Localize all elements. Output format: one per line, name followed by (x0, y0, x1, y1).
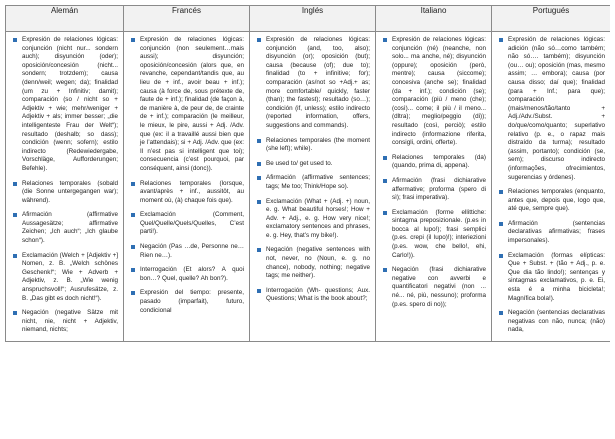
list-item: Interrogación (Wh- questions; Aux. Questions; What is the book about?; (256, 287, 370, 304)
list-item: Exclamación (What + (Adj. +) noun, e. g. What beautiful horses!; How + Adv. + Adj., e. g. How very nice!; exclamatory sentences and phrases, e. g. Hey, that’s my bike!). (256, 198, 370, 241)
table-body-row (6, 32, 611, 342)
list-item: Expresión de relaciones lógicas: conjunción (non seulement…mais aussi); disyunción; oposición/concesión (alors que, en revanche, cependant/tandis que, au lieu de + inf., avoir beau + inf.); causa (à force de, sous prétexte de, faute de + inf.); finalidad (de façon à, de manière à, de peur de, de crainte de + inf.); comparación (le meilleur, le mieux, le pire, aussi + Adj. /Adv. que (ex: il a travaillé aussi bien que je l’attendais); si + Adj. /Adv. que (ex: Il n’est pas si intelligent que toi); consecuencia (c’est pourquoi, par conséquent, ainsi (donc)). (130, 36, 244, 174)
list-item: Exclamación (Comment, Quel/Quelle/Quels/Quelles, C’est parti!). (130, 211, 244, 237)
bullet-list (498, 36, 605, 335)
list-item: Afirmación (frasi dichiarative affermative; proforma (spero di sì); frasi imperativa). (382, 177, 486, 203)
column-header-ingles: Inglés (250, 6, 376, 32)
list-item: Negación (negative Sätze mit nicht, nie, nicht + Adjektiv, niemand, nichts; (12, 309, 118, 335)
list-item: Exclamación (Welch + [Adjektiv +] Nomen, z. B. „Welch schönes Geschenk!“; Wie + Adverb + Adjektiv, z. B. „Wie wenig anspruchsvoll!“; Ausrufesätze, z. B. „Das gibt es doch nicht!“). (12, 252, 118, 304)
list-item: Exclamación (formas elípticas: Que + Subst. + (tão + Adj., p. e. Que dia tão lindo!); sentenças y sintagmas exclamativos, p. e. Ei, esta é a minha bicicleta!; Magnífica bola!). (498, 252, 605, 304)
list-item: Be used to/ get used to. (256, 160, 370, 169)
comparison-table (5, 5, 610, 342)
list-item: Negación (Pas …de, Personne ne… Rien ne…). (130, 243, 244, 260)
list-item: Exclamación (forme ellittiche: sintagma preposizionale. (p.es in bocca al lupo!); frasi semplici (p.es. crepi (il lupo)!); interiezioni (p.es. wow, che bello!, ehi, Carlo!)). (382, 209, 486, 261)
list-item: Expresión del tiempo: presente, pasado (imparfait), futuro, condicional (130, 289, 244, 315)
list-item: Afirmación (affirmative Aussagesätze; affirmative Zeichen; „Ich auch“; „Ich glaube schon“). (12, 211, 118, 245)
column-cell-italiano (376, 32, 492, 342)
list-item: Afirmación (affirmative sentences; tags; Me too; Think/Hope so). (256, 174, 370, 191)
column-header-aleman: Alemán (6, 6, 124, 32)
table-header-row (6, 6, 611, 32)
column-header-frances: Francés (124, 6, 250, 32)
list-item: Negación (negative sentences with not, never, no (Noun, e. g. no chance), nobody, nothing; negative tags; me neither). (256, 246, 370, 280)
list-item: Expresión de relaciones lógicas: conjunción (nicht nur... sondern auch); disyunción (oder); oposición/concesión (nicht... sondern; trotzdem); causa (denn/weil; wegen; da); finalidad (um zu + Infinitiv; damit); comparación (so / nicht so + Adjektiv + wie; mehr/weniger + Adjektiv + als; immer besser; „die intelligenteste Frau der Welt“); resultado (deshalb; so dass); condición (wenn; sofern); estilo indirecto (Redewiedergabe, Vorschläge, Aufforderungen; Befehle). (12, 36, 118, 174)
list-item: Relaciones temporales (da) (quando, prima di, appena). (382, 154, 486, 171)
column-cell-aleman (6, 32, 124, 342)
bullet-list (130, 36, 244, 315)
list-item: Relaciones temporales (the moment (she left); while). (256, 137, 370, 154)
column-header-italiano: Italiano (376, 6, 492, 32)
list-item: Expresión de relaciones lógicas: conjunción (and, too, also); disyunción (or); oposición (but); causa (because (of); due to); finalidad (to + infinitive; for); comparación (as/not so +Adj.+ as; more comfortable/ quickly, faster (than); the fastest); resultado (so…); condición (if, unless); estilo indirecto (reported information, offers, suggestions and commands). (256, 36, 370, 131)
list-item: Interrogación (Et alors? A quoi bon…? Quel, quelle? Ah bon?). (130, 266, 244, 283)
list-item: Negación (sentencias declarativas negativas con não, nunca; (não) nada, (498, 309, 605, 335)
list-item: Relaciones temporales (sobald (die Sonne untergegangen war); während). (12, 180, 118, 206)
list-item: Relaciones temporales (enquanto, antes que, depois que, logo que, até que, sempre que). (498, 188, 605, 214)
bullet-list (256, 36, 370, 304)
list-item: Afirmación (sentencias declarativas afirmativas; frases impersonales). (498, 220, 605, 246)
column-header-portugues: Portugués (492, 6, 611, 32)
column-cell-frances (124, 32, 250, 342)
list-item: Expresión de relaciones lógicas: adición (não só…como também; não só…. também); disyunción (ou… ou); oposición (mas, mesmo assim; … embora); causa (por causa disso; daí que); finalidad (para + Inf.; para que); comparación (mais/menos/tão/tanto + Adj./Adv./Subst. + do/que/como/quanto; superlativo relativo (p. e., o rapaz mais distraído da turma); resultado (assim, portanto); condición (se, sem); discurso indirecto (informações, ofrecimientos, sugerencias y órdenes). (498, 36, 605, 182)
bullet-list (12, 36, 118, 335)
column-cell-ingles (250, 32, 376, 342)
column-cell-portugues (492, 32, 611, 342)
list-item: Relaciones temporales (lorsque, avant/après + inf., aussitôt, au moment où, (à) chaque fois que). (130, 180, 244, 206)
list-item: Negación (frasi dichiarative negative con avverbi e quantificatori negativi (non ... né... né, più, nessuno); proforma (p.es. spero di no)); (382, 266, 486, 309)
document (5, 5, 610, 439)
list-item: Expresión de relaciones lógicas: conjunción (né) (neanche, non solo... ma anche, né); disyunción (oppure); oposición (però, mentre); causa (siccome); concesiva (anche se); finalidad (da + inf.); condición (se); comparación (più / meno (che); (così)... come; il più / il meno... (dltra); meglio/peggio (di)); resultado (così, perciò); estilo indirecto (informazione riferita, consigli, ordini, offerte). (382, 36, 486, 148)
bullet-list (382, 36, 486, 309)
